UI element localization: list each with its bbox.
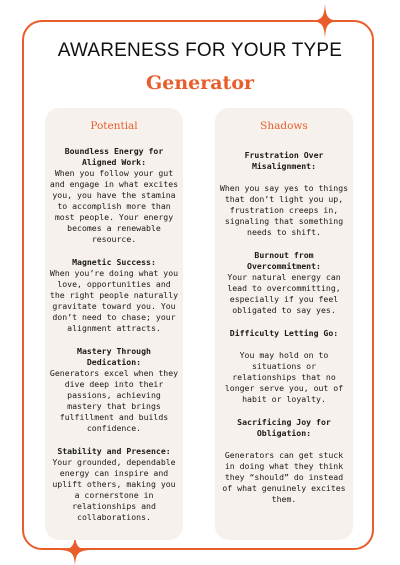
item-body: You may hold on to situations or relationships that no longer serve you, out of habit or loyalty. [224,350,344,404]
item-title: Difficulty Letting Go: [229,328,339,338]
item-title: Mastery Through Dedication: [77,346,151,367]
item-body: Your grounded, dependable energy can inspire and uplift others, making you a cornerstone in relationships and collaborations. [52,457,176,522]
item-title: Magnetic Success: [72,257,156,267]
potential-item [48,257,180,334]
item-title: Stability and Presence: [57,446,171,456]
item-body: Generators can get stuck in doing what they think they “should” do instead of what genuinely excites them. [222,450,346,504]
shadows-item [218,328,350,405]
sparkle-icon [311,4,339,38]
potential-item [48,346,180,434]
item-body: Generators excel when they dive deep into their passions, achieving mastery that brings fulfillment and builds confidence. [49,368,179,433]
potential-column [45,108,183,540]
shadows-column [215,108,353,540]
item-title: Frustration Over Misalignment: [244,150,324,171]
item-title: Boundless Energy for Aligned Work: [64,146,164,167]
item-body: Your natural energy can lead to overcommitting, especially if you feel obligated to say yes. [227,272,341,315]
item-body: When you’re doing what you love, opportunities and the right people naturally gravitate toward you. You don’t need to chase; your alignment attracts. [49,268,179,333]
shadows-heading: Shadows [260,120,308,132]
shadows-item [218,417,350,505]
potential-heading: Potential [90,120,138,132]
shadows-item [218,150,350,238]
potential-item [48,146,180,245]
item-title: Burnout from Overcommitment: [247,250,321,271]
type-subtitle: Generator [146,72,254,94]
item-body: When you follow your gut and engage in what excites you, you have the stamina to accomplish more than most people. Your energy becomes a renewable resource. [49,168,179,244]
item-title: Sacrificing Joy for Obligation: [237,417,331,438]
item-body: When you say yes to things that don’t light you up, frustration creeps in, signaling that something needs to shift. [219,183,349,237]
page-title: AWARENESS FOR YOUR TYPE [57,40,343,61]
potential-item [48,446,180,523]
shadows-item [218,250,350,316]
